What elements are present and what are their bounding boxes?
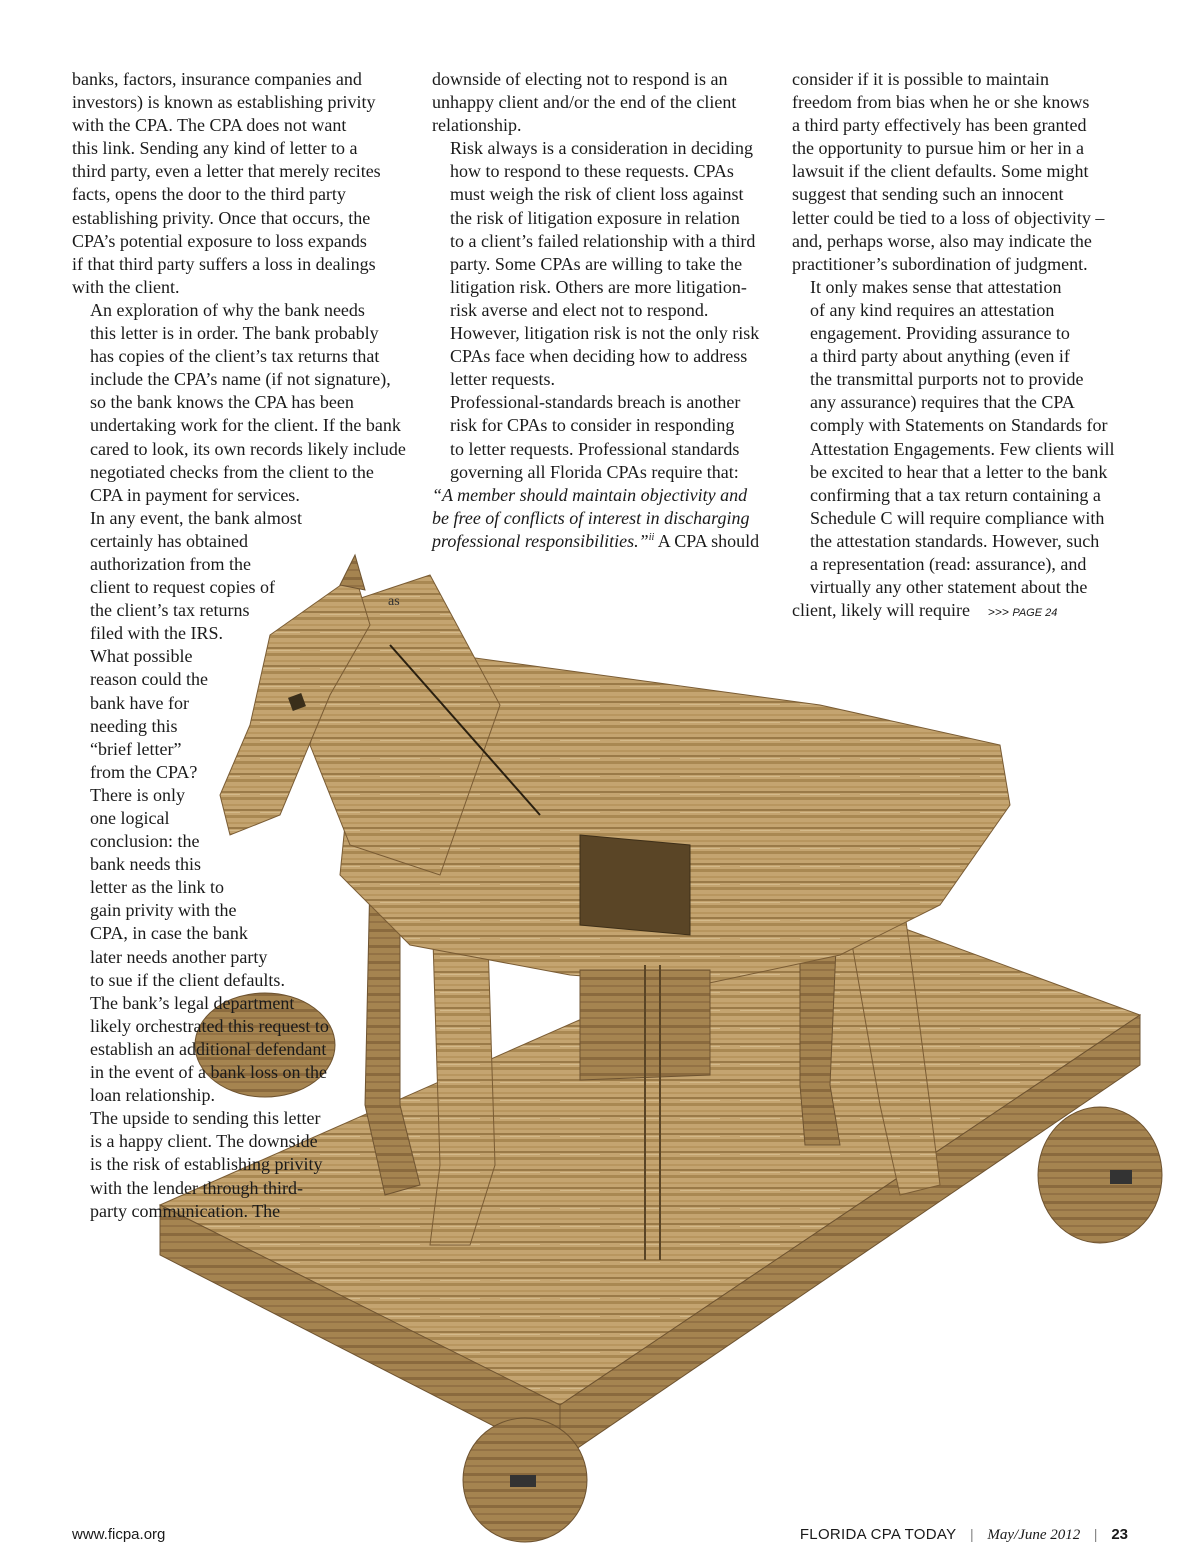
quote-line: professional responsibilities.” — [432, 530, 649, 551]
text-line: cared to look, its own records likely include — [90, 438, 406, 459]
text-line: It only makes sense that attestation — [810, 276, 1062, 297]
text-line: must weigh the risk of client loss against — [450, 184, 744, 205]
text-line: conclusion: the — [90, 831, 200, 852]
article-column-2 — [432, 68, 777, 553]
text-line: likely orchestrated this request to — [90, 1015, 329, 1036]
text-line: CPA, in case the bank — [90, 923, 248, 944]
text-line: include the CPA’s name (if not signature), — [90, 369, 391, 390]
quote-line: “A member should maintain objectivity and — [432, 484, 748, 505]
text-line: CPAs face when deciding how to address — [450, 346, 748, 367]
front-right-wheel — [1038, 1107, 1162, 1243]
text-line: any assurance) requires that the CPA — [810, 392, 1075, 413]
text-line: Professional-standards breach is another — [450, 392, 741, 413]
text-line: a third party about anything (even if — [810, 346, 1070, 367]
paragraph — [792, 276, 1137, 599]
text-line: one logical — [90, 808, 170, 828]
quote-paragraph — [432, 484, 777, 553]
continued-link[interactable] — [988, 605, 1057, 619]
text-line: letter as the link to — [90, 877, 224, 898]
text-line: An exploration of why the bank needs — [90, 299, 365, 320]
paragraph — [792, 68, 1137, 276]
text-line: Risk always is a consideration in deciding — [450, 138, 753, 159]
text-line: is a happy client. The downside — [90, 1131, 318, 1152]
text-line: third party, even a letter that merely recites — [72, 161, 381, 182]
page-number: 23 — [1111, 1526, 1128, 1543]
text-line: virtually any other statement about the — [810, 577, 1088, 598]
text-line: from the CPA? — [90, 761, 198, 782]
text-line: Schedule C will require compliance with — [810, 507, 1105, 528]
text-line: party communication. The — [90, 1200, 281, 1221]
paragraph — [72, 507, 412, 1107]
quote-tail: A CPA should — [654, 530, 760, 551]
text-line: and, perhaps worse, also may indicate the — [792, 230, 1092, 251]
text-line: letter requests. — [450, 369, 555, 390]
text-line: establishing privity. Once that occurs, the — [72, 207, 371, 228]
text-line: party. Some CPAs are willing to take the — [450, 253, 743, 274]
text-line: engagement. Providing assurance to — [810, 323, 1070, 344]
text-line: to letter requests. Professional standards — [450, 438, 740, 459]
stray-word: as — [388, 594, 400, 609]
article-column-1 — [72, 68, 412, 1223]
text-line: CPA’s potential exposure to loss expands — [72, 230, 367, 251]
text-line: loan relationship. — [90, 1085, 215, 1106]
text-line: with the client. — [72, 276, 180, 297]
text-line: of any kind requires an attestation — [810, 299, 1055, 320]
text-line: banks, factors, insurance companies and — [72, 69, 362, 89]
text-line: establish an additional defendant — [90, 1038, 327, 1059]
text-line: freedom from bias when he or she knows — [792, 92, 1090, 113]
text-line: to sue if the client defaults. — [90, 969, 285, 990]
text-line: letter could be tied to a loss of objectivity – — [792, 207, 1105, 228]
text-line: In any event, the bank almost — [90, 507, 302, 528]
text-line: client to request copies of — [90, 577, 275, 598]
article-column-3 — [792, 68, 1137, 625]
text-line: filed with the IRS. — [90, 623, 223, 644]
text-line: comply with Statements on Standards for — [810, 415, 1108, 436]
text-line: certainly has obtained — [90, 530, 248, 551]
text-line: bank needs this — [90, 854, 201, 875]
continued-line — [792, 599, 1137, 625]
text-line: undertaking work for the client. If the bank — [90, 415, 401, 436]
page-footer — [72, 1526, 1128, 1550]
text-line: the attestation standards. However, such — [810, 530, 1100, 551]
paragraph — [72, 299, 412, 507]
continued-label: PAGE 24 — [1012, 607, 1058, 620]
text-line: There is only — [90, 784, 185, 805]
footer-separator: | — [970, 1527, 974, 1543]
text-line: risk averse and elect not to respond. — [450, 299, 709, 320]
text-line: practitioner’s subordination of judgment. — [792, 253, 1088, 274]
text-line: so the bank knows the CPA has been — [90, 392, 354, 413]
text-line: negotiated checks from the client to the — [90, 461, 374, 482]
text-line: CPA in payment for services. — [90, 484, 300, 505]
text-line: to a client’s failed relationship with a third — [450, 230, 756, 251]
text-line: facts, opens the door to the third party — [72, 184, 346, 205]
text-line: Attestation Engagements. Few clients will — [810, 438, 1115, 459]
magazine-name: FLORIDA CPA TODAY — [799, 1526, 957, 1543]
footnote-marker: ii — [648, 531, 655, 543]
text-line: However, litigation risk is not the only risk — [450, 323, 760, 344]
issue-date: May/June 2012 — [987, 1527, 1081, 1543]
text-line: how to respond to these requests. CPAs — [450, 161, 734, 182]
text-line: needing this — [90, 715, 178, 736]
text-line: in the event of a bank loss on the — [90, 1062, 327, 1083]
text-line: if that third party suffers a loss in dealings — [72, 253, 376, 274]
text-line: with the CPA. The CPA does not want — [72, 115, 347, 136]
text-line: is the risk of establishing privity — [90, 1154, 323, 1175]
text-line: a representation (read: assurance), and — [810, 553, 1087, 574]
quote-line: be free of conflicts of interest in discharging — [432, 507, 750, 528]
paragraph — [432, 68, 777, 137]
footer-separator: | — [1094, 1527, 1098, 1543]
text-line: the transmittal purports not to provide — [810, 369, 1084, 390]
text-line: lawsuit if the client defaults. Some might — [792, 161, 1089, 182]
paragraph — [72, 1107, 412, 1222]
text-line: with the lender through third- — [90, 1177, 303, 1198]
text-line: relationship. — [432, 115, 522, 136]
text-line: gain privity with the — [90, 900, 237, 921]
text-line: a third party effectively has been granted — [792, 115, 1087, 136]
last-line: client, likely will require — [792, 600, 970, 621]
footer-url[interactable]: www.ficpa.org — [72, 1526, 166, 1543]
trapdoor-opening — [580, 835, 690, 935]
text-line: The bank’s legal department — [90, 992, 295, 1013]
paragraph — [432, 137, 777, 391]
text-line: confirming that a tax return containing a — [810, 484, 1101, 505]
text-line: consider if it is possible to maintain — [792, 69, 1049, 89]
text-line: has copies of the client’s tax returns that — [90, 346, 380, 367]
text-line: unhappy client and/or the end of the client — [432, 92, 737, 113]
text-line: the risk of litigation exposure in relation — [450, 207, 740, 228]
text-line: this letter is in order. The bank probably — [90, 323, 379, 344]
footer-right — [800, 1526, 1128, 1544]
text-line: this link. Sending any kind of letter to a — [72, 138, 358, 159]
text-line: suggest that sending such an innocent — [792, 184, 1064, 205]
paragraph — [432, 391, 777, 483]
text-line: What possible — [90, 646, 193, 667]
text-line: the client’s tax returns — [90, 600, 250, 621]
text-line: The upside to sending this letter — [90, 1108, 321, 1129]
text-line: “brief letter” — [90, 738, 182, 759]
text-line: bank have for — [90, 692, 189, 713]
text-line: litigation risk. Others are more litigation- — [450, 276, 747, 297]
text-line: reason could the — [90, 669, 208, 690]
text-line: risk for CPAs to consider in responding — [450, 415, 735, 436]
text-line: downside of electing not to respond is an — [432, 69, 728, 89]
continued-arrow: >>> — [987, 605, 1009, 620]
text-line: authorization from the — [90, 553, 251, 574]
paragraph — [72, 68, 412, 299]
text-line: be excited to hear that a letter to the bank — [810, 461, 1108, 482]
text-line: governing all Florida CPAs require that: — [450, 461, 739, 482]
text-line: the opportunity to pursue him or her in a — [792, 138, 1084, 159]
text-line: investors) is known as establishing privity — [72, 92, 376, 113]
text-line: later needs another party — [90, 946, 268, 967]
